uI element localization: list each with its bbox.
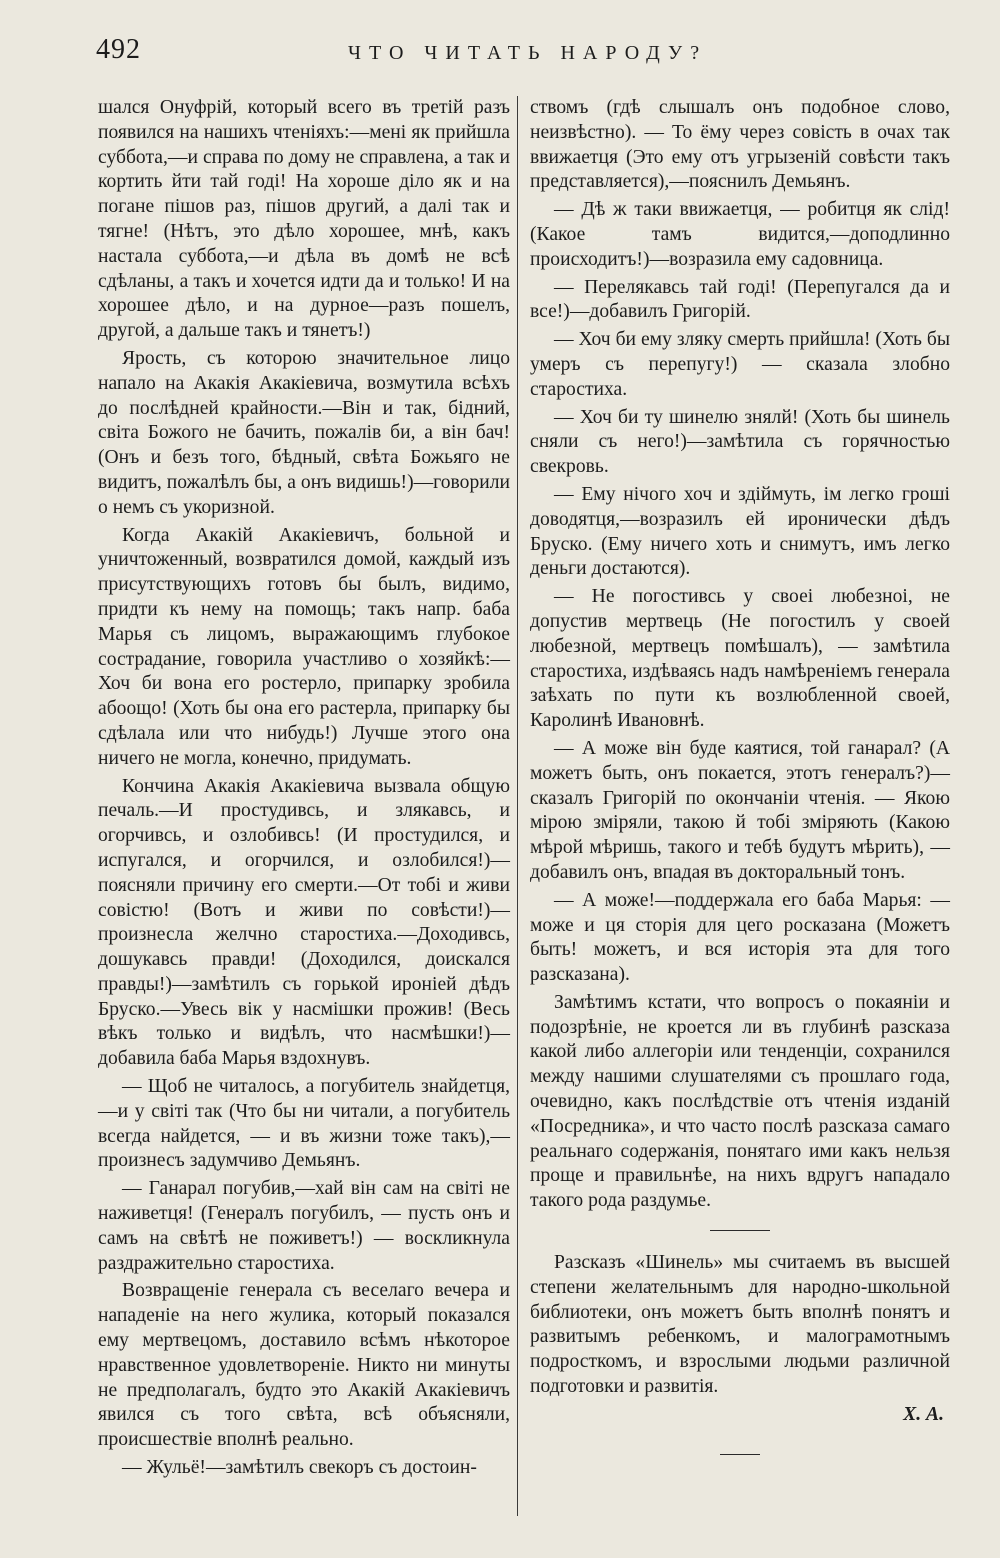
section-rule [710, 1230, 770, 1231]
paragraph: ствомъ (гдѣ слышалъ онъ подобное слово, неизвѣстно). — То ёму через совість в очах так ввижаетця (Это ему отъ угрызеній совѣсти такъ представляется),—пояснилъ Демьянъ. [530, 97, 950, 193]
right-column [530, 96, 950, 1455]
paragraph: — Хоч би ту шинелю знялй! (Хоть бы шинель сняли съ него!)—замѣтила съ горячностью свекровь. [530, 406, 950, 478]
paragraph: — Ему нічого хоч и здіймуть, ім легко гроші доводятця,—возразилъ ей иронически дѣдъ Бруско. (Ему ничего хоть и снимутъ, имъ легко деньги достаются). [530, 483, 950, 580]
paragraph: шался Онуфрій, который всего въ третій разъ появился на нашихъ чтеніяхъ:—мені як прийшла суббота,—и справа по дому не справлена, а так и кортить йти тай годі! На хороше діло як и на погане пішов раз, пішов другий, а далі так и тягне! (Нѣтъ, это дѣло хорошее, мнѣ, какъ настала суббота,—и дѣла въ домѣ не всѣ сдѣланы, а такъ и хочется идти да и только! И на хорошее дѣло, и на дурное—разъ пошелъ, другой, а дальше такъ и тянетъ!) [98, 97, 510, 342]
paragraph: — А може він буде каятися, той ганарал? (А можетъ быть, онъ покается, этотъ генералъ?)—сказалъ Григорій по окончаніи чтенія. — Якою мірою зміряли, такою й тобі зміряють (Какою мѣрой мѣришь, такого и тебѣ будутъ мѣрить), — добавилъ онъ, впадая въ докторальный тонъ. [530, 737, 950, 883]
running-title: ЧТО ЧИТАТЬ НАРОДУ? [348, 42, 708, 64]
paragraph: Кончина Акакія Акакіевича вызвала общую печаль.—И простудивсь, и злякавсь, и огорчивсь, и озлобивсь! (И простудился, и испугался, и огорчился, и озлобился!)—поясняли причину его смерти.—От тобі и живи совістю! (Вотъ и живи по совѣсти!)—произнесла желчно старостиха.—Доходивсь, дошукавсь правди! (Доходился, доискался правды!)—замѣтилъ съ горькой ироніей дѣдъ Бруско.—Увесь вік у насмішки прожив! (Весь вѣкъ только и видѣлъ, что насмѣшки!)—добавила баба Марья вздохнувъ. [98, 775, 510, 1070]
paragraph: — Дѣ ж таки ввижаетця, — робитця як слід! (Какое тамъ видится,—доподлинно происходитъ!)—возразила ему садовница. [530, 199, 950, 270]
page-header [96, 34, 936, 68]
paragraph: Возвращеніе генерала съ веселаго вечера и нападеніе на него жулика, который показался ему мертвецомъ, доставило всѣмъ нѣкоторое нравственное удовлетвореніе. Никто ни минуты не предполагалъ, будто это Акакій Акакіевичъ явился съ того свѣта, всѣ объясняли, происшествіе вполнѣ реально. [98, 1280, 510, 1451]
author-signature: Х. А. [903, 1403, 944, 1425]
paragraph: — Перелякавсь тай годі! (Перепугался да и все!)—добавилъ Григорій. [530, 276, 950, 323]
paragraph: — Жульё!—замѣтилъ свекоръ съ достоин- [122, 1457, 477, 1479]
paragraph: — Ганарал погубив,—хай він сам на світі не наживетця! (Генералъ погубилъ, — пусть онъ и самъ на свѣтѣ не поживетъ!) — воскликнула раздражительно старостиха. [98, 1178, 510, 1274]
column-divider [517, 96, 518, 1516]
page-number: 492 [96, 34, 141, 65]
paragraph: Ярость, съ которою значительное лицо напало на Акакія Акакіевича, возмутила всѣхъ до послѣдней крайности.—Він и так, бідний, світа Божого не бачить, пожалів би, а він бач! (Онъ и безъ того, бѣдный, свѣта Божьяго не видитъ, пожалѣлъ бы, а онъ видишь!)—говорили о немъ съ укоризной. [98, 347, 510, 518]
paragraph: — Хоч би ему зляку смерть прийшла! (Хоть бы умеръ съ перепугу!) — сказала злобно старостиха. [530, 329, 950, 400]
paragraph: Замѣтимъ кстати, что вопросъ о покаяніи и подозрѣніе, не кроется ли въ глубинѣ разсказа какой либо аллегоріи или тенденціи, сохранился между нашими слушателями съ прошлаго года, очевидно, какъ послѣдствіе отъ чтенія изданій «Посредника», и что часто послѣ разсказа самаго реальнаго содержанія, понятаго ими какъ нельзя проще и правильнѣе, на нихъ вдругъ нападало такого рода раздумье. [530, 991, 950, 1212]
end-rule [720, 1454, 760, 1455]
paragraph: — А може!—поддержала его баба Марья: —може и ця сторія для цего росказана (Можетъ быть! можетъ, и вся исторія эта для того разсказана). [530, 889, 950, 986]
paragraph: — Щоб не читалось, а погубитель знайдетця,—и у світі так (Что бы ни читали, а погубитель всегда найдется, — и въ жизни тоже такъ),—произнесъ задумчиво Демьянъ. [98, 1076, 510, 1172]
paragraph: Когда Акакій Акакіевичъ, больной и уничтоженный, возвратился домой, каждый изъ присутствующихъ готовъ бы былъ, видимо, придти къ нему на помощь; такъ напр. баба Марья съ лицомъ, выражающимъ глубокое сострадание, говорила участливо о хозяйкѣ:—Хоч би вона его ростерло, припарку зробила абоощо! (Хоть бы она его растерла, припарку бы сдѣлала или что нибудь!) Лучше этого она ничего не могла, конечно, придумать. [98, 524, 510, 769]
left-column [98, 96, 510, 1484]
paragraph: Разсказъ «Шинель» мы считаемъ въ высшей степени желательнымъ для народно-школьной библиотеки, онъ можетъ быть вполнѣ понятъ и развитымъ ребенкомъ, и малограмотнымъ подросткомъ, и взрослыми людьми различной подготовки и развитія. [530, 1252, 950, 1398]
paragraph: — Не погостивсь у своеі любезноі, не допустив мертвець (Не погостилъ у своей любезной, мертвецъ помѣшалъ), — замѣтила старостиха, издѣваясь надъ намѣреніемъ генерала заѣхать по пути къ возлюбленной своей, Каролинѣ Ивановнѣ. [530, 586, 950, 732]
